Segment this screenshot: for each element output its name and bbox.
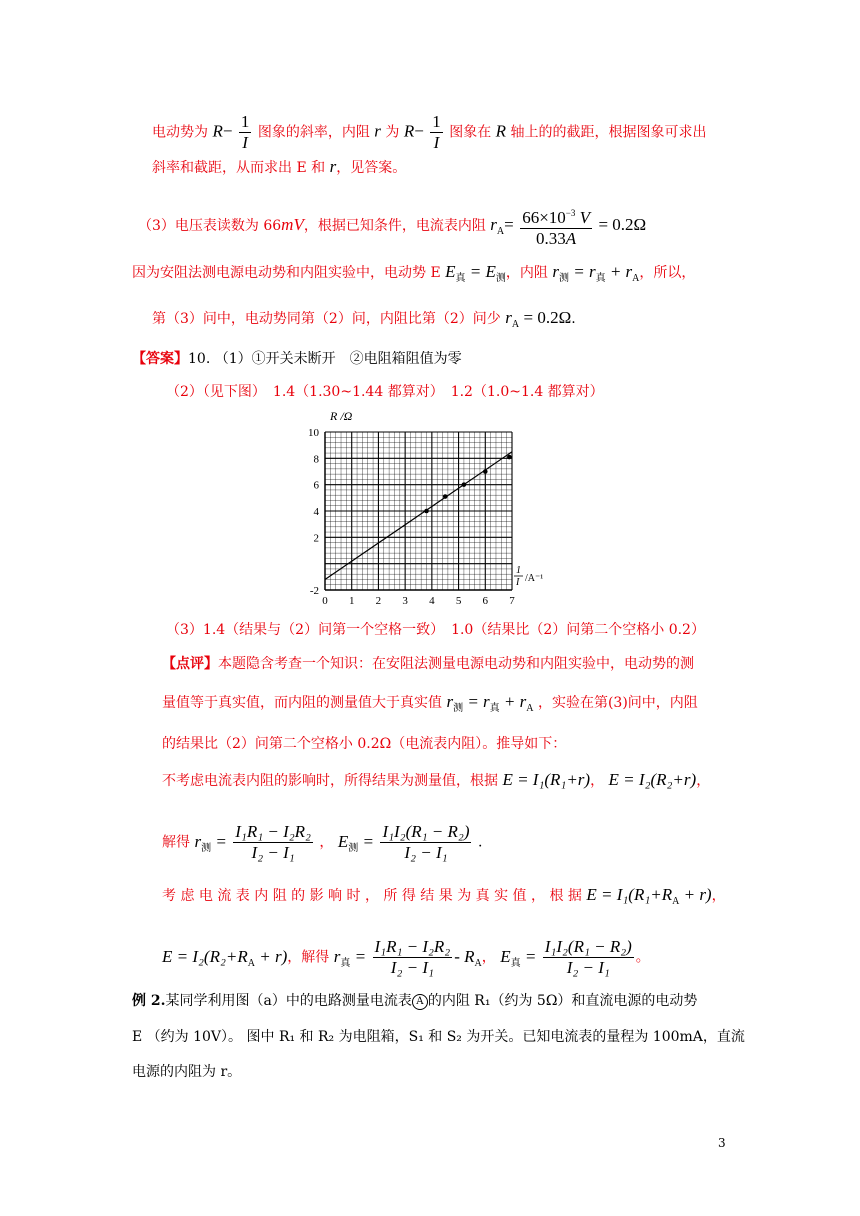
- svg-text:1: 1: [516, 565, 521, 576]
- example-line-2: E （约为 10V）。 图中 R₁ 和 R₂ 为电阻箱，S₁ 和 S₂ 为开关。已知电流表的量程为 100mA，直流: [132, 1029, 745, 1045]
- fraction-E-true: $\frac{\text{I₁I₂(R₁ − R₂)}}{\text{I₂ − I₁}}$: [544, 937, 632, 977]
- fraction-rA: $\frac{66\times 10^{-3} V}{0.33A}$: [520, 203, 592, 249]
- para-emf-slope: 电动势为 R− $\frac{1}{I}$ 图象的斜率，内阻 r 为 R− $\frac{1}{I}$ 图象在 R 轴上的的截距，根据图象可求出: [152, 112, 707, 152]
- x-tick-label: 5: [455, 595, 462, 607]
- math-R: R: [212, 121, 223, 141]
- fraction-r-true: $\frac{\text{I₁R₁ − I₂R₂}}{\text{I₂ − I₁}}$: [374, 937, 451, 977]
- comment-line-7: $E = I_2(R_2+R_A + r)$，解得 $r_真$ = $\frac{\text{I₁R₁ − I₂R₂}}{\text{I₂ − I₁}}$ - $R_A$， $E_真$ = $\frac{\text{I₁I₂(R₁ − R₂)}}{\text{I₂ − I₁}}$ 。: [162, 937, 650, 977]
- x-tick-label: 7: [509, 595, 515, 607]
- comment-line-6: 考 虑 电 流 表 内 阻 的 影 响 时 ， 所 得 结 果 为 真 实 值 ， 根 据 $E = I_1(R_1+R_A + r)$，: [162, 885, 726, 907]
- y-tick-label: -2: [309, 585, 319, 597]
- example-line-1: 例 2.某同学利用图（a）中的电路测量电流表 A 的内阻 R₁（约为 5Ω）和直流电源的电动势: [132, 993, 698, 1009]
- x-tick-label: 6: [482, 595, 489, 607]
- comment-line-5: 解得 $r_测$ = $\frac{\text{I₁R₁ − I₂R₂}}{\text{I₂ − I₁}}$ ， $E_测$ = $\frac{\text{I₁I₂(R₁ − R₂)}}{\text{I₂ − I₁}}$ .: [162, 822, 483, 862]
- fraction-r-measured: $\frac{\text{I₁R₁ − I₂R₂}}{\text{I₂ − I₁}}$: [235, 822, 311, 862]
- y-tick-label: 2: [313, 532, 319, 545]
- comment-line-1: 【点评】本题隐含考查一个知识：在安阻法测量电源电动势和内阻实验中，电动势的测: [162, 656, 694, 672]
- example-line-3: 电源的内阻为 r。: [132, 1064, 242, 1080]
- para-ammeter-method: 因为安阻法测电源电动势和内阻实验中，电动势 E $E_真 = E_测$，内阻 $r_测 = r_真 + r_A$，所以，: [132, 262, 696, 284]
- data-point: [483, 469, 488, 474]
- data-point: [443, 494, 448, 499]
- y-axis-label: R /Ω: [330, 409, 353, 423]
- x-tick-label: 1: [348, 595, 355, 607]
- svg-text:/A⁻¹: /A⁻¹: [525, 573, 544, 584]
- answer-line-2: （2）（见下图） 1.4（1.30~1.44 都算对） 1.2（1.0~1.4 都算对）: [166, 384, 604, 400]
- x-axis-label: [514, 565, 543, 588]
- fraction-1-over-I: $\frac{1}{I}$: [240, 112, 250, 152]
- comment-line-3: 的结果比（2）问第二个空格小 0.2Ω（电流表内阻）。推导如下：: [162, 736, 567, 752]
- comment-line-4: 不考虑电流表内阻的影响时，所得结果为测量值，根据 E = I₁(R₁+r)， E = I₂(R₂+r)，: [162, 770, 711, 789]
- answer-line-1: 【答案】10. （1）①开关未断开 ②电阻箱阻值为零: [132, 351, 462, 367]
- y-tick-label: 10: [308, 427, 319, 439]
- x-tick-label: 4: [429, 595, 435, 607]
- y-tick-label: 6: [313, 479, 319, 492]
- comment-line-2: 量值等于真实值，而内阻的测量值大于真实值 $r_测 = r_真 + r_A$ ，实验在第(3)问中，内阻: [162, 692, 698, 714]
- x-tick-label: 0: [322, 595, 328, 607]
- data-point: [507, 455, 512, 460]
- fraction-E-measured: $\frac{\text{I₁I₂(R₁ − R₂)}}{\text{I₂ − I₁}}$: [382, 822, 470, 862]
- data-point: [462, 482, 467, 487]
- r-vs-inverse-i-chart: [298, 405, 558, 610]
- para-emf-slope-cont: 斜率和截距，从而求出 E 和 r，见答案。: [152, 157, 407, 176]
- y-tick-label: 4: [313, 506, 319, 518]
- x-tick-label: 3: [402, 595, 408, 607]
- para-voltmeter: （3）电压表读数为 66mV，根据已知条件，电流表内阻 $r_A=$ $\frac{66\times 10^{-3} V}{0.33A}$ = 0.2Ω: [138, 203, 646, 249]
- answer-line-3: （3）1.4（结果与（2）问第一个空格一致） 1.0（结果比（2）问第二个空格小 0.2）: [166, 622, 705, 638]
- ammeter-circle-icon: A: [412, 994, 428, 1010]
- data-point: [424, 509, 429, 514]
- svg-text:I: I: [516, 577, 520, 588]
- para-part3: 第（3）问中，电动势同第（2）问，内阻比第（2）问少 $r_A = 0.2\Omega$.: [152, 308, 576, 330]
- page-number: 3: [718, 1136, 726, 1150]
- x-tick-label: 2: [375, 595, 382, 607]
- y-tick-label: 8: [313, 453, 319, 466]
